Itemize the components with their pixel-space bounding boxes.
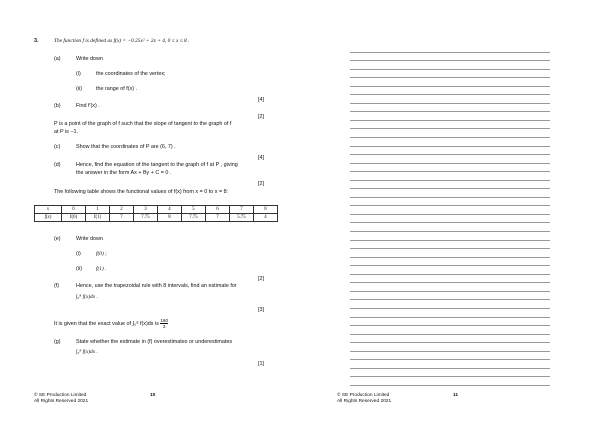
part-a-text: Write down bbox=[76, 56, 103, 62]
table-cell: 6 bbox=[206, 206, 230, 214]
part-d-marks: [2] bbox=[258, 181, 264, 187]
answer-line[interactable] bbox=[350, 369, 550, 378]
answer-line[interactable] bbox=[350, 377, 550, 386]
part-a-i-text: the coordinates of the vertex; bbox=[96, 71, 166, 77]
part-b-text: Find f′(x) . bbox=[76, 103, 100, 109]
answer-line[interactable] bbox=[350, 215, 550, 224]
answer-line[interactable] bbox=[350, 104, 550, 113]
part-a-label: (a) bbox=[54, 56, 61, 62]
table-row-fx bbox=[35, 214, 278, 222]
footer-left-page-number: 10 bbox=[150, 393, 156, 398]
table-cell: 4 bbox=[254, 214, 278, 222]
footer-left-rights: All Rights Reserved 2021 bbox=[34, 399, 89, 404]
table-cell: 7 bbox=[230, 206, 254, 214]
answer-line[interactable] bbox=[350, 283, 550, 292]
table-cell: 7 bbox=[206, 214, 230, 222]
part-a-marks: [4] bbox=[258, 97, 264, 103]
fraction-numerator: 160 bbox=[160, 318, 169, 323]
answer-line[interactable] bbox=[350, 232, 550, 241]
answer-line[interactable] bbox=[350, 335, 550, 344]
part-f-text-2: ∫₀⁸ f(x)dx . bbox=[76, 294, 98, 300]
answer-line[interactable] bbox=[350, 266, 550, 275]
question-number: 3. bbox=[34, 38, 39, 44]
answer-line[interactable] bbox=[350, 70, 550, 79]
part-e-ii-text: f(1) . bbox=[96, 266, 107, 272]
part-b-label: (b) bbox=[54, 103, 61, 109]
table-cell: f(0) bbox=[62, 214, 86, 222]
fraction-denominator: 3 bbox=[162, 324, 166, 329]
answer-line[interactable] bbox=[350, 275, 550, 284]
point-p-text-2: at P is −1. bbox=[54, 129, 79, 135]
part-g-marks: [1] bbox=[258, 361, 264, 367]
table-cell: 0 bbox=[62, 206, 86, 214]
part-g-label: (g) bbox=[54, 339, 61, 345]
answer-line[interactable] bbox=[350, 164, 550, 173]
function-definition: The function f is defined as f(x) = −0.25x² + 2x + 4, 0 ≤ x ≤ 8 . bbox=[54, 38, 190, 44]
part-f-label: (f) bbox=[54, 283, 60, 289]
answer-line[interactable] bbox=[350, 360, 550, 369]
answer-line[interactable] bbox=[350, 352, 550, 361]
table-cell: 2 bbox=[110, 206, 134, 214]
exact-value-fraction bbox=[160, 318, 168, 329]
part-b-marks: [2] bbox=[258, 114, 264, 120]
function-values-table bbox=[34, 205, 278, 222]
point-p-text-1: P is a point of the graph of f such that the slope of tangent to the graph of f bbox=[54, 121, 232, 127]
part-c-text: Show that the coordinates of P are (6, 7) . bbox=[76, 144, 176, 150]
table-cell: 5.75 bbox=[230, 214, 254, 222]
table-cell: f(1) bbox=[86, 214, 110, 222]
table-intro: The following table shows the functional values of f(x) from x = 0 to x = 8: bbox=[54, 189, 229, 195]
table-cell: 8 bbox=[254, 206, 278, 214]
footer-right-page-number: 11 bbox=[453, 393, 459, 398]
table-cell: 3 bbox=[134, 206, 158, 214]
table-cell: x bbox=[35, 206, 62, 214]
answer-line[interactable] bbox=[350, 292, 550, 301]
answer-line[interactable] bbox=[350, 121, 550, 130]
answer-line[interactable] bbox=[350, 61, 550, 70]
part-a-ii-label: (ii) bbox=[76, 86, 82, 92]
footer-right-rights: All Rights Reserved 2021 bbox=[337, 399, 392, 404]
part-d-text-1: Hence, find the equation of the tangent to the graph of f at P , giving bbox=[76, 162, 238, 168]
part-g-text-1: State whether the estimate in (f) overestimates or underestimates bbox=[76, 339, 233, 345]
table-cell: 8 bbox=[158, 214, 182, 222]
part-g-text-2: ∫₀⁸ f(x)dx . bbox=[76, 349, 98, 355]
answer-lines[interactable] bbox=[350, 44, 550, 386]
answer-line[interactable] bbox=[350, 129, 550, 138]
part-a-i-label: (i) bbox=[76, 71, 81, 77]
answer-line[interactable] bbox=[350, 343, 550, 352]
answer-line[interactable] bbox=[350, 147, 550, 156]
answer-line[interactable] bbox=[350, 249, 550, 258]
answer-line[interactable] bbox=[350, 223, 550, 232]
answer-line[interactable] bbox=[350, 138, 550, 147]
part-d-text-2: the answer in the form Ax + By + C = 0 . bbox=[76, 170, 172, 176]
answer-line[interactable] bbox=[350, 241, 550, 250]
part-e-text: Write down bbox=[76, 236, 103, 242]
part-e-marks: [2] bbox=[258, 276, 264, 282]
answer-line[interactable] bbox=[350, 155, 550, 164]
answer-line[interactable] bbox=[350, 300, 550, 309]
answer-line[interactable] bbox=[350, 206, 550, 215]
table-cell: 1 bbox=[86, 206, 110, 214]
part-c-label: (c) bbox=[54, 144, 61, 150]
table-row-x bbox=[35, 206, 278, 214]
answer-line[interactable] bbox=[350, 189, 550, 198]
part-e-i-text: f(0) ; bbox=[96, 251, 107, 257]
table-cell: 7.75 bbox=[134, 214, 158, 222]
answer-line[interactable] bbox=[350, 309, 550, 318]
part-e-i-label: (i) bbox=[76, 251, 81, 257]
table-cell: 5 bbox=[182, 206, 206, 214]
exact-value-row bbox=[54, 318, 168, 329]
answer-line[interactable] bbox=[350, 112, 550, 121]
table-cell: 4 bbox=[158, 206, 182, 214]
answer-line[interactable] bbox=[350, 181, 550, 190]
answer-line[interactable] bbox=[350, 326, 550, 335]
answer-line[interactable] bbox=[350, 318, 550, 327]
answer-line[interactable] bbox=[350, 172, 550, 181]
part-f-marks: [3] bbox=[258, 307, 264, 313]
answer-line[interactable] bbox=[350, 258, 550, 267]
part-e-ii-label: (ii) bbox=[76, 266, 82, 272]
table-cell: 7.75 bbox=[182, 214, 206, 222]
answer-line[interactable] bbox=[350, 198, 550, 207]
table-cell: f(x) bbox=[35, 214, 62, 222]
answer-line[interactable] bbox=[350, 53, 550, 62]
exact-value-text: It is given that the exact value of ∫₀⁸ f(x)dx is bbox=[54, 320, 159, 327]
part-a-ii-text: the range of f(x) . bbox=[96, 86, 138, 92]
footer-right-copyright: © SE Production Limited bbox=[337, 393, 390, 398]
table-cell: 7 bbox=[110, 214, 134, 222]
part-d-label: (d) bbox=[54, 162, 61, 168]
footer-left-copyright: © SE Production Limited bbox=[34, 393, 87, 398]
part-f-text-1: Hence, use the trapezoidal rule with 8 intervals, find an estimate for bbox=[76, 283, 237, 289]
part-e-label: (e) bbox=[54, 236, 61, 242]
answer-line[interactable] bbox=[350, 44, 550, 53]
answer-line[interactable] bbox=[350, 78, 550, 87]
answer-line[interactable] bbox=[350, 95, 550, 104]
answer-line[interactable] bbox=[350, 87, 550, 96]
part-c-marks: [4] bbox=[258, 155, 264, 161]
